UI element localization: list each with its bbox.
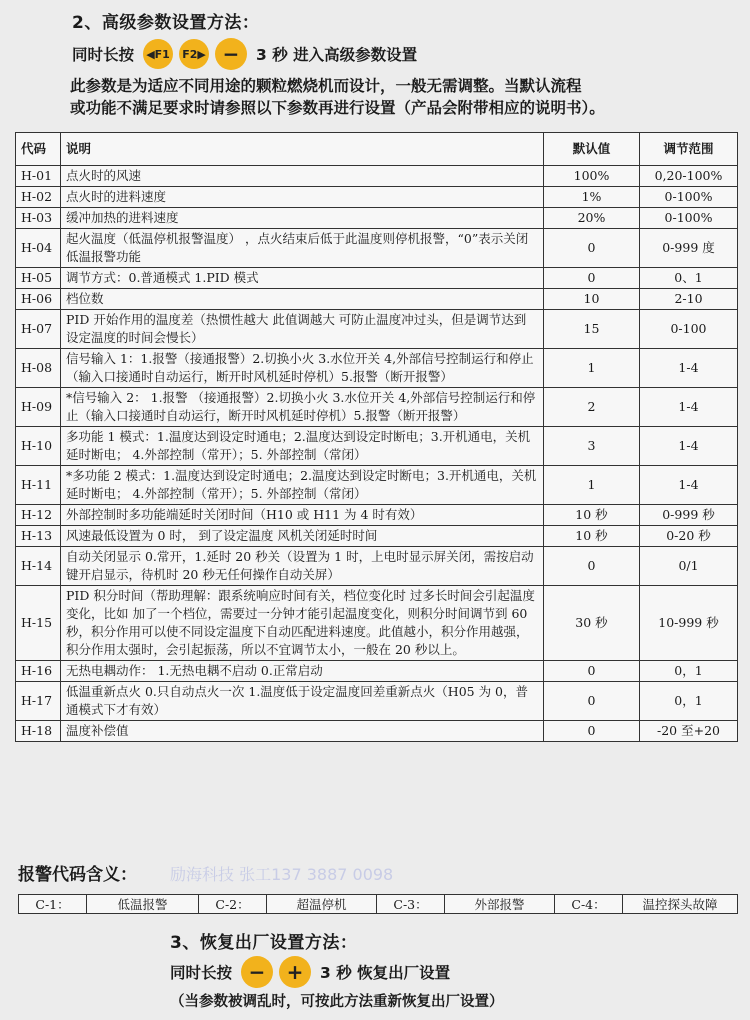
param-code: H-14	[16, 547, 61, 586]
header-code: 代码	[16, 133, 61, 166]
param-code: H-17	[16, 682, 61, 721]
param-desc: 档位数	[61, 289, 544, 310]
param-code: H-01	[16, 166, 61, 187]
param-range: -20 至+20	[640, 721, 738, 742]
param-code: H-07	[16, 310, 61, 349]
param-default: 10	[544, 289, 640, 310]
param-code: H-09	[16, 388, 61, 427]
header-default: 默认值	[544, 133, 640, 166]
restore-suffix: 3 秒 恢复出厂设置	[320, 964, 451, 982]
advanced-para-line2: 或功能不满足要求时请参照以下参数再进行设置（产品会附带相应的说明书）。	[70, 99, 605, 117]
advanced-para-line1: 此参数是为适应不同用途的颗粒燃烧机而设计，一般无需调整。当默认流程	[70, 77, 582, 95]
restore-title: 3、恢复出厂设置方法：	[170, 933, 358, 953]
param-range: 0，1	[640, 661, 738, 682]
plus-button[interactable]: +	[279, 956, 311, 988]
table-row	[16, 427, 738, 466]
restore-instruction	[170, 956, 450, 988]
param-range: 0-999 秒	[640, 505, 738, 526]
param-range: 0-20 秒	[640, 526, 738, 547]
param-code: H-03	[16, 208, 61, 229]
param-default: 0	[544, 682, 640, 721]
advanced-prefix: 同时长按	[72, 46, 135, 64]
param-range: 0-100	[640, 310, 738, 349]
advanced-suffix: 3 秒 进入高级参数设置	[256, 46, 418, 64]
param-code: H-04	[16, 229, 61, 268]
parameter-table	[15, 132, 738, 742]
restore-note: （当参数被调乱时，可按此方法重新恢复出厂设置）	[170, 994, 504, 1010]
table-row	[16, 547, 738, 586]
param-desc: *信号输入 2： 1.报警 （接通报警）2.切换小火 3.水位开关 4,外部信号控制运行和停止（输入口接通时自动运行，断开时风机延时停机）5.报警（断开报警）	[61, 388, 544, 427]
watermark: 励海科技 张工137 3887 0098	[170, 865, 394, 884]
table-row	[16, 586, 738, 661]
param-code: H-15	[16, 586, 61, 661]
param-default: 2	[544, 388, 640, 427]
param-default: 1%	[544, 187, 640, 208]
table-row	[16, 526, 738, 547]
advanced-instruction	[72, 38, 417, 70]
param-range: 0,20-100%	[640, 166, 738, 187]
table-row	[16, 187, 738, 208]
param-default: 100%	[544, 166, 640, 187]
table-row	[16, 682, 738, 721]
table-row	[16, 721, 738, 742]
param-code: H-06	[16, 289, 61, 310]
param-desc: *多功能 2 模式：1.温度达到设定时通电；2.温度达到设定时断电；3.开机通电，关机延时断电； 4.外部控制（常开）；5. 外部控制（常闭）	[61, 466, 544, 505]
alarm-meaning-1: 低温报警	[87, 895, 199, 914]
param-range: 1-4	[640, 349, 738, 388]
minus-button-restore[interactable]: −	[241, 956, 273, 988]
table-row	[16, 310, 738, 349]
param-default: 0	[544, 268, 640, 289]
param-range: 0-999 度	[640, 229, 738, 268]
param-range: 2-10	[640, 289, 738, 310]
param-desc: 自动关闭显示 0.常开，1.延时 20 秒关（设置为 1 时，上电时显示屏关闭，需按启动键开启显示，待机时 20 秒无任何操作自动关屏）	[61, 547, 544, 586]
header-desc: 说明	[61, 133, 544, 166]
param-code: H-08	[16, 349, 61, 388]
param-default: 0	[544, 721, 640, 742]
advanced-title: 2、高级参数设置方法：	[72, 13, 260, 33]
param-code: H-05	[16, 268, 61, 289]
param-default: 3	[544, 427, 640, 466]
alarm-code-3: C-3：	[377, 895, 445, 914]
param-desc: 低温重新点火 0.只自动点火一次 1.温度低于设定温度回差重新点火（H05 为 0，普通模式下才有效）	[61, 682, 544, 721]
param-range: 0、1	[640, 268, 738, 289]
table-row	[16, 388, 738, 427]
table-row	[16, 229, 738, 268]
param-code: H-16	[16, 661, 61, 682]
param-desc: 温度补偿值	[61, 721, 544, 742]
param-range: 0-100%	[640, 208, 738, 229]
param-desc: 风速最低设置为 0 时， 到了设定温度 风机关闭延时时间	[61, 526, 544, 547]
param-default: 10 秒	[544, 526, 640, 547]
alarm-meaning-3: 外部报警	[445, 895, 555, 914]
param-default: 15	[544, 310, 640, 349]
param-code: H-12	[16, 505, 61, 526]
param-desc: 多功能 1 模式：1.温度达到设定时通电；2.温度达到设定时断电；3.开机通电，关机延时断电； 4.外部控制（常开）；5. 外部控制（常闭）	[61, 427, 544, 466]
param-range: 1-4	[640, 388, 738, 427]
alarm-row	[19, 895, 738, 914]
param-default: 0	[544, 661, 640, 682]
param-desc: 外部控制时多功能端延时关闭时间（H10 或 H11 为 4 时有效）	[61, 505, 544, 526]
param-desc: 点火时的进料速度	[61, 187, 544, 208]
param-code: H-18	[16, 721, 61, 742]
param-desc: PID 积分时间（帮助理解：跟系统响应时间有关，档位变化时 过多长时间会引起温度变化，比如 加了一个档位，需要过一分钟才能引起温度变化，则积分时间调节到 60 秒，积分作用可以使不同设定温度下自动匹配进料速度。此值越小，积分作用越强，积分作用太强时，会引起振荡，所以不宜调节太小，一般在 20 秒以上。	[61, 586, 544, 661]
param-desc: 起火温度（低温停机报警温度） ，点火结束后低于此温度则停机报警，“0”表示关闭低温报警功能	[61, 229, 544, 268]
param-default: 0	[544, 547, 640, 586]
table-row	[16, 268, 738, 289]
alarm-meaning-4: 温控探头故障	[623, 895, 738, 914]
alarm-code-1: C-1：	[19, 895, 87, 914]
param-range: 0-100%	[640, 187, 738, 208]
alarm-code-2: C-2：	[199, 895, 267, 914]
param-desc: 无热电耦动作： 1.无热电耦不启动 0.正常启动	[61, 661, 544, 682]
param-default: 30 秒	[544, 586, 640, 661]
param-code: H-13	[16, 526, 61, 547]
table-row	[16, 505, 738, 526]
table-row	[16, 166, 738, 187]
param-desc: 点火时的风速	[61, 166, 544, 187]
param-code: H-11	[16, 466, 61, 505]
param-code: H-10	[16, 427, 61, 466]
minus-button[interactable]: −	[215, 38, 247, 70]
param-range: 0/1	[640, 547, 738, 586]
param-desc: PID 开始作用的温度差（热惯性越大 此值调越大 可防止温度冲过头，但是调节达到设定温度的时间会慢长）	[61, 310, 544, 349]
param-range: 0，1	[640, 682, 738, 721]
param-desc: 信号输入 1：1.报警（接通报警）2.切换小火 3.水位开关 4,外部信号控制运行和停止（输入口接通时自动运行，断开时风机延时停机）5.报警（断开报警）	[61, 349, 544, 388]
f1-button[interactable]: ◀F1	[143, 39, 173, 69]
param-default: 10 秒	[544, 505, 640, 526]
table-header-row	[16, 133, 738, 166]
table-row	[16, 349, 738, 388]
param-default: 20%	[544, 208, 640, 229]
table-row	[16, 661, 738, 682]
param-range: 1-4	[640, 427, 738, 466]
param-desc: 缓冲加热的进料速度	[61, 208, 544, 229]
param-default: 1	[544, 349, 640, 388]
param-default: 0	[544, 229, 640, 268]
param-range: 10-999 秒	[640, 586, 738, 661]
header-range: 调节范围	[640, 133, 738, 166]
param-range: 1-4	[640, 466, 738, 505]
alarm-title: 报警代码含义：	[18, 865, 137, 885]
f2-button[interactable]: F2▶	[179, 39, 209, 69]
restore-prefix: 同时长按	[170, 964, 233, 982]
table-row	[16, 466, 738, 505]
param-default: 1	[544, 466, 640, 505]
alarm-code-4: C-4：	[555, 895, 623, 914]
alarm-code-table	[18, 894, 738, 914]
alarm-meaning-2: 超温停机	[267, 895, 377, 914]
param-desc: 调节方式：0.普通模式 1.PID 模式	[61, 268, 544, 289]
param-code: H-02	[16, 187, 61, 208]
table-row	[16, 289, 738, 310]
table-row	[16, 208, 738, 229]
